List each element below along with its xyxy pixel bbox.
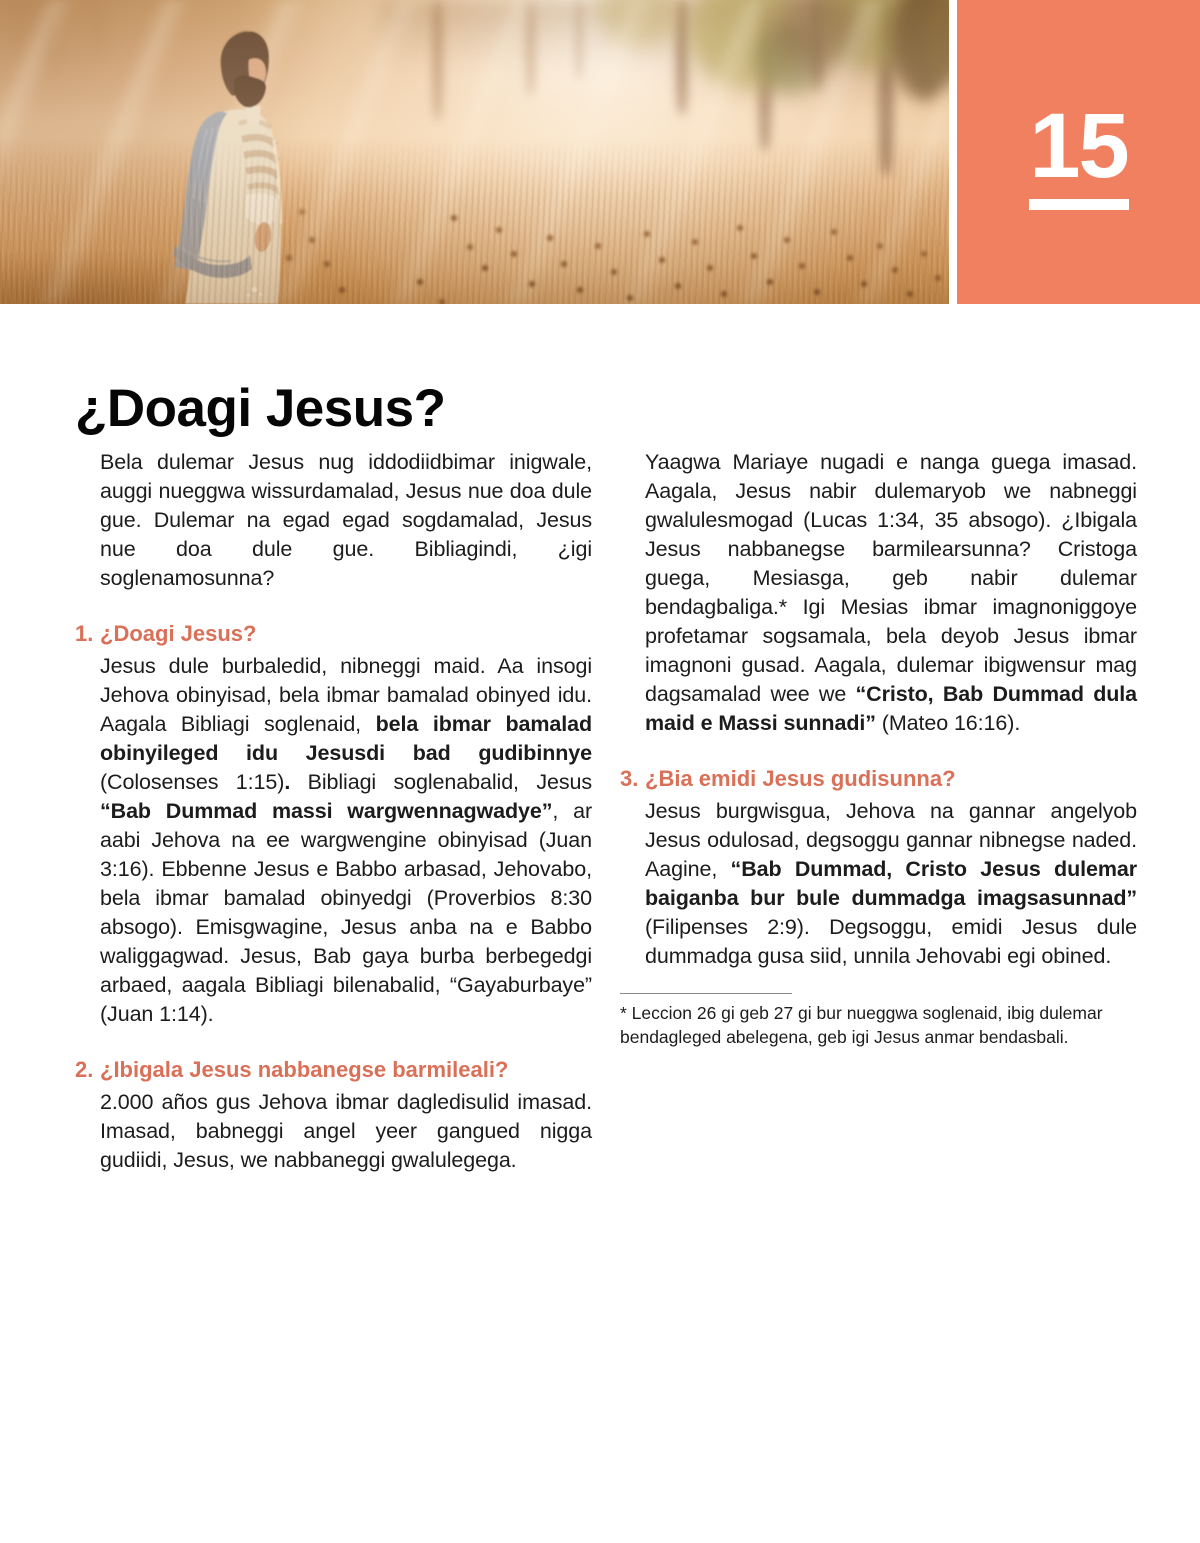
intro-paragraph: Bela dulemar Jesus nug iddodiidbimar inigwale, auggi nueggwa wissurdamalad, Jesus nue doa dule gue. Dulemar na egad egad sogdamalad, Jesus nue doa dule gue. Bibliagindi, ¿igi soglenamosunna? xyxy=(100,450,592,590)
lesson-number: 15 xyxy=(1029,95,1128,197)
header-photo-jesus-walking-field xyxy=(0,0,949,304)
sunlight-haze-overlay xyxy=(0,0,949,304)
section-2-heading xyxy=(75,1055,592,1084)
page-title: ¿Doagi Jesus? xyxy=(75,378,446,438)
header-divider-gap xyxy=(949,0,957,304)
lesson-number-underline xyxy=(1029,199,1129,210)
section-2-continuation-paragraph: Yaagwa Mariaye nugadi e nanga guega imasad. Aagala, Jesus nabir dulemaryob we nabneggi gwalulesmogad (Lucas 1:34, 35 absogo). ¿Ibigala Jesus nabbanegse barmilearsunna? Cristoga guega, Mesiasga, geb nabir dulemar bendagbaliga.* Igi Mesias ibmar imagnoniggoye profetamar sogsamala, bela deyob Jesus ibmar imagnoni gusad. Aagala, dulemar ibigwensur mag dagsamalad wee we “Cristo, Bab Dummad dula maid e Massi sunnadi” (Mateo 16:16). xyxy=(645,450,1137,735)
lesson-number-panel xyxy=(957,0,1200,304)
section-2-title: ¿Ibigala Jesus nabbanegse barmileali? xyxy=(100,1057,509,1082)
section-1-number: 1. xyxy=(75,621,94,646)
section-1-title: ¿Doagi Jesus? xyxy=(100,621,257,646)
section-3-number: 3. xyxy=(620,766,639,791)
section-3-title: ¿Bia emidi Jesus gudisunna? xyxy=(645,766,956,791)
section-3-paragraph: Jesus burgwisgua, Jehova na gannar angelyob Jesus odulosad, degsoggu gannar nibnegse naded. Aagine, “Bab Dummad, Cristo Jesus dulemar baiganba bur bule dummadga imagsasunnad” (Filipenses 2:9). Degsoggu, emidi Jesus dule dummadga gusa siid, unnila Jehovabi egi obined. xyxy=(645,799,1137,968)
footnote-separator xyxy=(620,993,792,994)
section-1-heading xyxy=(75,619,592,648)
section-1-paragraph: Jesus dule burbaledid, nibneggi maid. Aa insogi Jehova obinyisad, bela ibmar bamalad obinyed idu. Aagala Bibliagi soglenaid, bela ibmar bamalad obinyileged idu Jesusdi bad gudibinnye (Colosenses 1:15). Bibliagi soglenabalid, Jesus “Bab Dummad massi wargwennagwadye”, ar aabi Jehova na ee wargwengine obinyisad (Juan 3:16). Ebbenne Jesus e Babbo arbasad, Jehovabo, bela ibmar bamalad obinyedgi (Proverbios 8:30 absogo). Emisgwagine, Jesus anba na e Babbo waliggagwad. Jesus, Bab gaya burba berbegedgi arbaed, aagala Bibliagi bilenabalid, “Gayaburbaye” (Juan 1:14). xyxy=(100,654,593,1026)
right-column xyxy=(620,444,1137,1067)
left-column xyxy=(75,444,592,1175)
page-header xyxy=(0,0,1200,304)
footnote-text: * Leccion 26 gi geb 27 gi bur nueggwa soglenaid, ibig dulemar bendagleged abelegena, geb igi Jesus anmar bendasbali. xyxy=(620,1003,1103,1047)
section-2-paragraph: 2.000 años gus Jehova ibmar dagledisulid imasad. Imasad, babneggi angel yeer gangued nigga gudiidi, Jesus, we nabbaneggi gwalulegega. xyxy=(100,1090,592,1172)
section-2-number: 2. xyxy=(75,1057,94,1082)
section-3-heading xyxy=(620,764,1137,793)
